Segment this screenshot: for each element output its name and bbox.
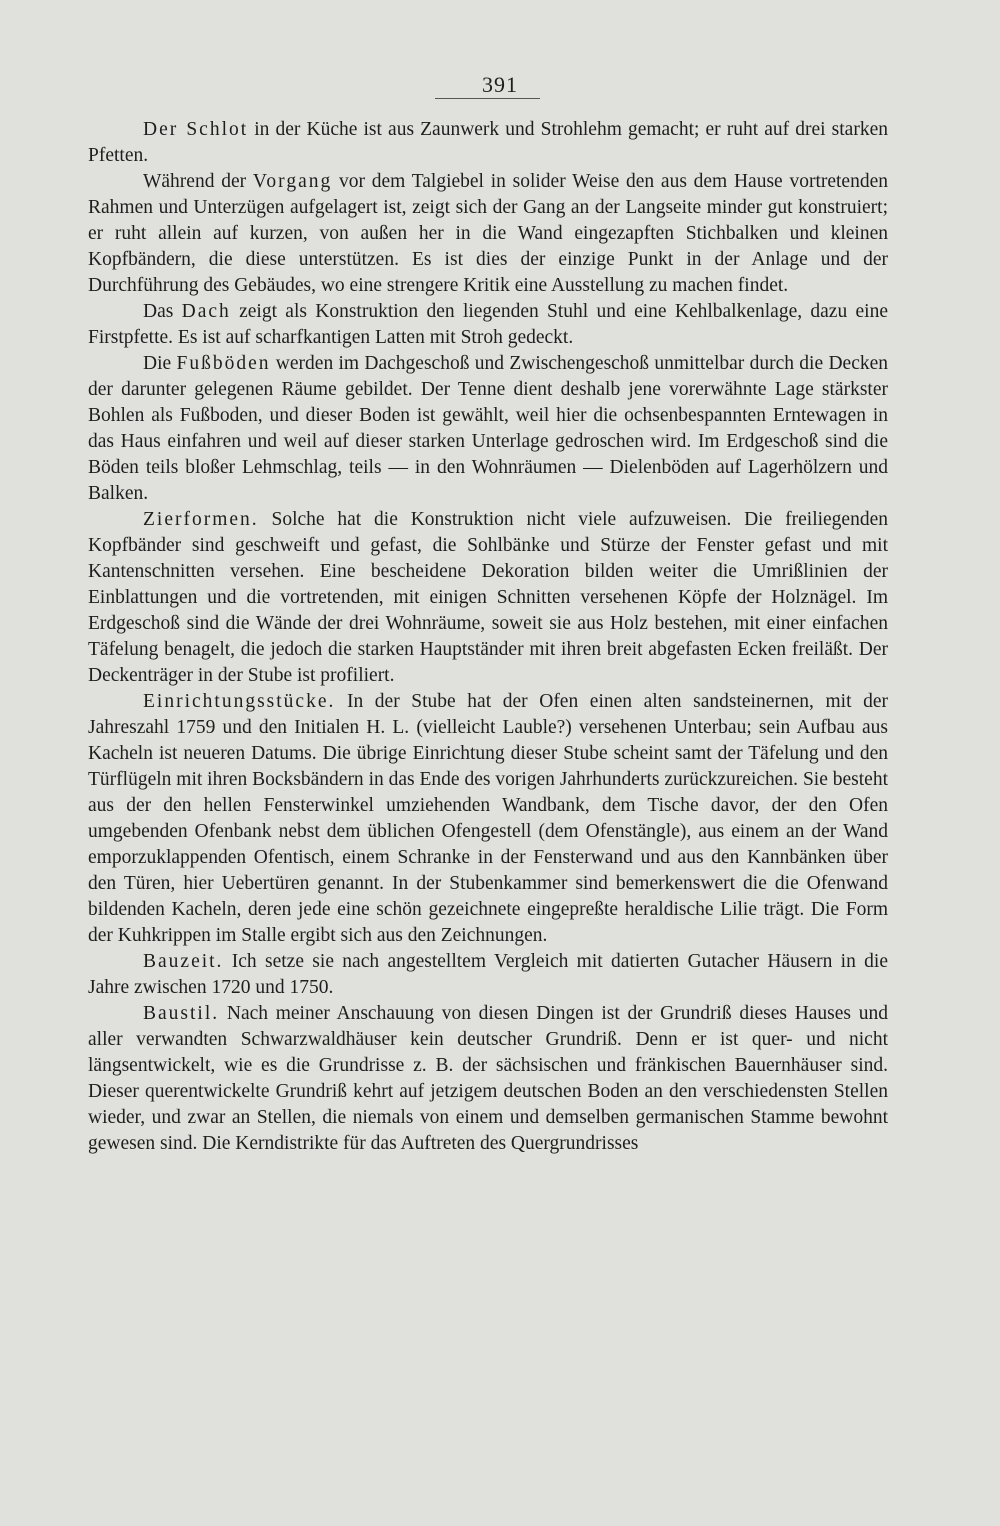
paragraph-lead: Die: [143, 353, 177, 374]
term-zierformen: Zierformen.: [143, 509, 259, 530]
paragraph-text: vor dem Talgiebel in solider Weise den aus dem Hause vortretenden Rahmen und Unterzügen aufgelagert ist, zeigt sich der Gang an der Langseite minder gut konstruiert; er ruht allein auf kurzen, von außen her in die Wand eingezapften Stichbalken und kleinen Kopfbändern, die diese unterstützen. Es ist dies der einzige Punkt in der Anlage und der Durchführung des Gebäudes, wo eine strengere Kritik eine Ausstellung zu machen findet.: [88, 171, 888, 296]
paragraph-text: in der Küche ist aus Zaunwerk und Strohlehm gemacht; er ruht auf drei starken Pfetten.: [88, 119, 888, 166]
paragraph-text: werden im Dachgeschoß und Zwischengeschoß unmittelbar durch die Decken der darunter gelegenen Räume gebildet. Der Tenne dient deshalb jene vorerwähnte Lage stärkster Bohlen als Fußboden, und dieser Boden ist gewählt, weil hier die ochsenbespannten Erntewagen in das Haus einfahren und weil auf dieser starken Unterlage gedroschen wird. Im Erdgeschoß sind die Böden teils bloßer Lehmschlag, teils — in den Wohnräumen — Dielenböden auf Lagerhölzern und Balken.: [88, 353, 888, 504]
term-einrichtungsstuecke: Einrichtungsstücke.: [143, 691, 336, 712]
paragraph-zierformen: [88, 507, 888, 689]
paragraph-lead: Während der: [143, 171, 253, 192]
paragraph-lead: Das: [143, 301, 182, 322]
page-number-rule: [435, 98, 540, 99]
page-number: 391: [482, 72, 518, 97]
term-schlot: Der Schlot: [143, 119, 249, 140]
paragraph-text: In der Stube hat der Ofen einen alten sandsteinernen, mit der Jahreszahl 1759 und den Initialen H. L. (vielleicht Lauble?) versehenen Unterbau; sein Aufbau aus Kacheln ist neueren Datums. Die übrige Einrichtung dieser Stube scheint samt der Täfelung und den Türflügeln mit ihren Bocksbändern in das Ende des vorigen Jahrhunderts zurückzureichen. Sie besteht aus der den hellen Fensterwinkel umziehenden Wandbank, dem Tische davor, der den Ofen umgebenden Ofenbank nebst dem üblichen Ofengestell (dem Ofenstängle), aus einem an der Wand emporzuklappenden Ofentisch, einem Schranke in der Fensterwand und aus den Kannbänken über den Türen, hier Uebertüren genannt. In der Stubenkammer sind bemerkenswert die die Ofenwand bildenden Kacheln, deren jede eine schön gezeichnete eingepreßte heraldische Lilie trägt. Die Form der Kuhkrippen im Stalle ergibt sich aus den Zeichnungen.: [88, 691, 888, 946]
body-text: [88, 117, 888, 1157]
paragraph-einrichtungsstuecke: [88, 689, 888, 949]
paragraph-bauzeit: [88, 949, 888, 1001]
term-bauzeit: Bauzeit.: [143, 951, 224, 972]
paragraph-text: Ich setze sie nach angestelltem Vergleich mit datierten Gutacher Häusern in die Jahre zwischen 1720 und 1750.: [88, 951, 888, 998]
paragraph-schlot: [88, 117, 888, 169]
paragraph-text: Nach meiner Anschauung von diesen Dingen ist der Grundriß dieses Hauses und aller verwandten Schwarzwaldhäuser kein deutscher Grundriß. Denn er ist quer- und nicht längsentwickelt, wie es die Grundrisse z. B. der sächsischen und fränkischen Bauernhäuser sind. Dieser querentwickelte Grundriß kehrt auf jetzigem deutschen Boden an den verschiedensten Stellen wieder, und zwar an Stellen, die niemals von einem und demselben germanischen Stamme bewohnt gewesen sind. Die Kerndistrikte für das Auftreten des Quergrundrisses: [88, 1003, 888, 1154]
term-dach: Dach: [181, 301, 231, 322]
paragraph-fussboeden: [88, 351, 888, 507]
paragraph-text: zeigt als Konstruktion den liegenden Stuhl und eine Kehlbalkenlage, dazu eine Firstpfette. Es ist auf scharfkantigen Latten mit Stroh gedeckt.: [88, 301, 888, 348]
term-vorgang: Vorgang: [252, 171, 333, 192]
term-fussboeden: Fußböden: [176, 353, 271, 374]
paragraph-text: Solche hat die Konstruktion nicht viele aufzuweisen. Die freiliegenden Kopfbänder sind geschweift und gefast, die Sohlbänke und Stürze der Fenster gefast und mit Kantenschnitten versehen. Eine bescheidene Dekoration bilden weiter die Umrißlinien der Einblattungen und die vortretenden, mit einigen Schnitten versehenen Köpfe der Holznägel. Im Erdgeschoß sind die Wände der drei Wohnräume, soweit sie aus Holz bestehen, mit einer einfachen Täfelung benagelt, die jedoch die starken Hauptständer mit ihren breit abgefasten Ecken freiläßt. Der Deckenträger in der Stube ist profiliert.: [88, 509, 888, 686]
term-baustil: Baustil.: [143, 1003, 220, 1024]
paragraph-baustil: [88, 1001, 888, 1157]
paragraph-dach: [88, 299, 888, 351]
paragraph-vorgang: [88, 169, 888, 299]
